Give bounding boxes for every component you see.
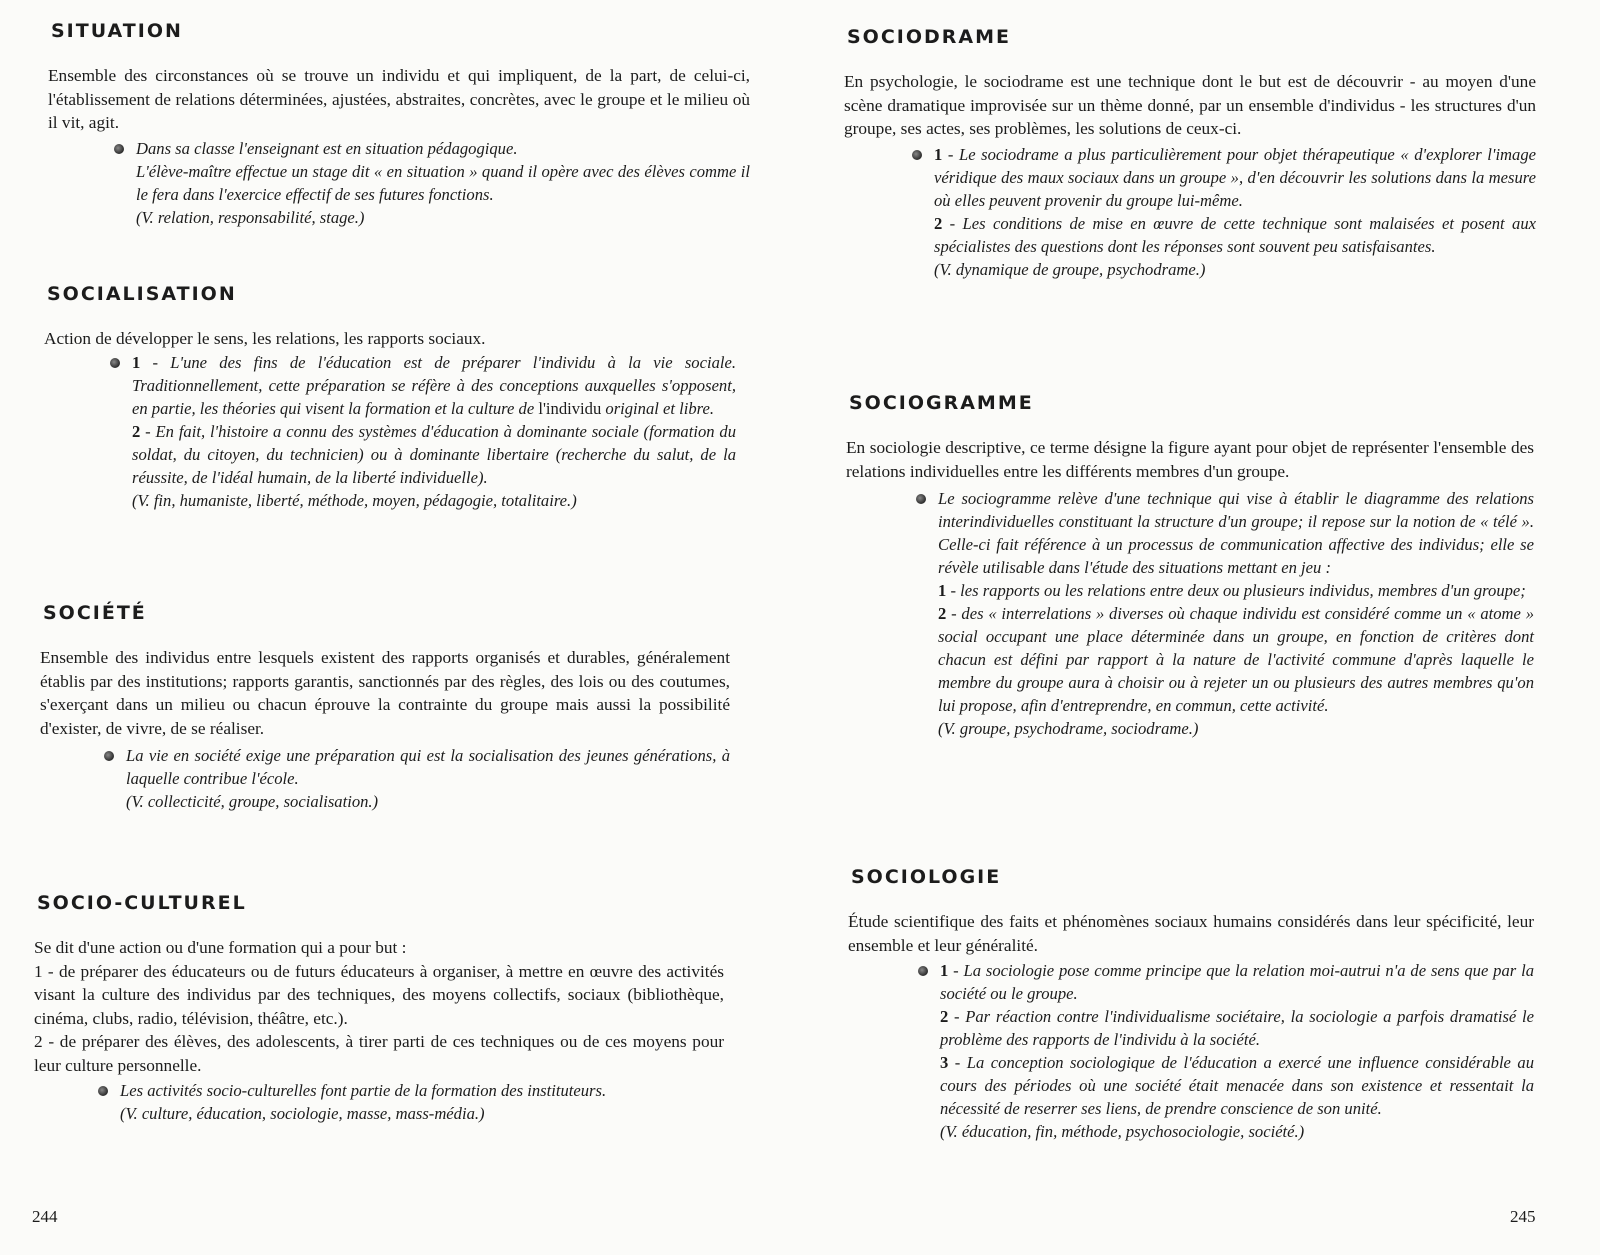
item-2: [940, 1005, 1534, 1051]
item-1: [938, 579, 1534, 602]
definition: Action de développer le sens, les relations, les rapports sociaux.: [44, 329, 486, 348]
item-1: [934, 143, 1536, 212]
item-text: original et libre.: [601, 398, 715, 418]
item-1: [940, 959, 1534, 1005]
entry-situation: [48, 20, 750, 229]
item-2: [934, 212, 1536, 258]
entry-socialisation: [44, 283, 736, 512]
item-text: - Le sociodrame a plus particulièrement pour objet thérapeutique « d'explorer l'image véridique des maux sociaux dans un groupe », d'en découvrir les solutions dans la mesure où elles peuvent provenir du groupe lui-même.: [934, 144, 1536, 210]
item-text: - Les conditions de mise en œuvre de cette technique sont malaisées et posent aux spécialistes des questions dont les réponses sont souvent peu satisfaisantes.: [934, 213, 1536, 256]
entry-sociologie: [848, 866, 1534, 1143]
item-number: 1: [934, 144, 943, 164]
example-text: La vie en société exige une préparation qui est la socialisation des jeunes générations, à laquelle contribue l'école.: [126, 746, 730, 788]
page-number: 245: [1510, 1207, 1536, 1226]
see-also: (V. collecticité, groupe, socialisation.): [126, 792, 379, 811]
item-number: 1: [938, 581, 947, 600]
entry-societe: [40, 602, 730, 813]
example-text: Dans sa classe l'enseignant est en situation pédagogique. L'élève-maître effectue un stage dit « en situation » quand il opère avec des élèves comme il le fera dans l'exercice effectif de ses futures fonctions.: [136, 138, 750, 204]
definition: En psychologie, le sociodrame est une technique dont le but est de découvrir - au moyen d'une scène dramatique improvisée sur un thème donné, par un ensemble d'individus - les structures d'un groupe, ses actes, ses problèmes, les solutions de ceux-ci.: [844, 72, 1536, 138]
definition: Ensemble des individus entre lesquels existent des rapports organisés et durables, généralement établis par des institutions; rapports garantis, sanctionnés par des règles, des lois ou des coutumes, s'exerçant dans un milieu ou chacun éprouve la contrainte du groupe mais aussi la possibilité d'exister, de vivre, de se réaliser.: [40, 648, 730, 738]
definition: En sociologie descriptive, ce terme désigne la figure ayant pour objet de représenter l'ensemble des relations individuelles entre les différents membres d'un groupe.: [846, 438, 1534, 481]
item-text: - des « interrelations » diverses où chaque individu est considéré comme un « atome » social occupant une place déterminée dans un groupe, en fonction de critères dont chacun est défini par rapport à la nature de l'activité commune d'après laquelle le membre du groupe aura à choisir ou à rejeter un ou plusieurs des autres membres qu'on lui propose, afin d'entreprendre, en commun, cette activité.: [938, 604, 1534, 715]
item-text-upright: l'individu: [538, 398, 602, 418]
see-also: (V. groupe, psychodrame, sociodrame.): [938, 719, 1199, 738]
item-number: 3: [940, 1053, 949, 1072]
example-text: Le sociogramme relève d'une technique qui vise à établir le diagramme des relations interindividuelles constituant la structure d'un groupe; il repose sur la notion de « télé ». Celle-ci fait référence à un processus de communication affective des individus; elle se révèle utilisable dans l'étude des situations mettant en jeu :: [938, 489, 1534, 577]
bullet-icon: [912, 150, 922, 160]
item-3: [940, 1051, 1534, 1120]
bullet-icon: [98, 1086, 108, 1096]
headword: SOCIÉTÉ: [43, 602, 147, 624]
definition: Ensemble des circonstances où se trouve un individu et qui impliquent, de la part, de celui-ci, l'établissement de relations déterminées, ajustées, abstraites, concrètes, avec le groupe et le milieu où il vit, agit.: [48, 66, 750, 132]
page-number: 244: [32, 1207, 58, 1226]
entry-sociodrame: [844, 26, 1536, 281]
item-text: - La sociologie pose comme principe que la relation moi-autrui n'a de sens que par la société ou le groupe.: [940, 961, 1534, 1003]
entry-sociogramme: [846, 392, 1534, 740]
bullet-icon: [110, 358, 120, 368]
item-number: 2: [940, 1007, 949, 1026]
item-2: [938, 602, 1534, 717]
headword: SOCIOGRAMME: [849, 392, 1034, 414]
see-also: (V. fin, humaniste, liberté, méthode, moyen, pédagogie, totalitaire.): [132, 490, 577, 510]
item-number: 2: [938, 604, 947, 623]
item-text: - La conception sociologique de l'éducation a exercé une influence considérable au cours des périodes où une société était menacée dans son existence et ressentait la nécessité de reserrer ses liens, de prendre conscience de son unité.: [940, 1053, 1534, 1118]
see-also: (V. éducation, fin, méthode, psychosociologie, société.): [940, 1122, 1305, 1141]
definition: Se dit d'une action ou d'une formation qui a pour but : 1 - de préparer des éducateurs ou de futurs éducateurs à organiser, à mettre en œuvre des activités visant la culture des individus par des techniques, des moyens collectifs, sociaux (bibliothèque, cinéma, clubs, radio, télévision, théâtre, etc.). 2 - de préparer des élèves, des adolescents, à tirer parti de ces techniques ou de ces moyens pour leur culture personnelle.: [34, 938, 724, 1075]
definition: Étude scientifique des faits et phénomènes sociaux humains considérés dans leur spécificité, leur ensemble et leur généralité.: [848, 912, 1534, 955]
see-also: (V. culture, éducation, sociologie, masse, mass-média.): [120, 1104, 485, 1123]
item-number: 1: [132, 352, 141, 372]
headword: SOCIOLOGIE: [851, 866, 1002, 888]
headword: SOCIODRAME: [847, 26, 1011, 48]
item-1: [132, 351, 736, 420]
item-2: [132, 420, 736, 489]
see-also: (V. dynamique de groupe, psychodrame.): [934, 259, 1206, 279]
bullet-icon: [916, 494, 926, 504]
item-number: 2: [132, 421, 141, 441]
item-number: 1: [940, 961, 949, 980]
example-text: Les activités socio-culturelles font partie de la formation des instituteurs.: [120, 1081, 607, 1100]
see-also: (V. relation, responsabilité, stage.): [136, 207, 365, 227]
headword: SOCIO-CULTUREL: [37, 892, 247, 914]
item-text: - Par réaction contre l'individualisme sociétaire, la sociologie a parfois dramatisé le problème des rapports de l'individu à la société.: [940, 1007, 1534, 1049]
right-page: [800, 0, 1600, 1255]
entry-socio-culturel: [34, 892, 724, 1125]
item-text: - En fait, l'histoire a connu des systèmes d'éducation à dominante sociale (formation du soldat, du citoyen, du technicien) ou à dominante libertaire (recherche du salut, de la réussite, de l'idéal humain, de la liberté individuelle).: [132, 421, 736, 487]
headword: SITUATION: [51, 20, 183, 42]
bullet-icon: [104, 751, 114, 761]
item-number: 2: [934, 213, 943, 233]
headword: SOCIALISATION: [47, 283, 237, 305]
bullet-icon: [918, 966, 928, 976]
item-text: - L'une des fins de l'éducation est de préparer l'individu à la vie sociale. Traditionnellement, cette préparation se réfère à des conceptions auxquelles s'opposent, en partie, les théories qui visent la formation et la culture de: [132, 352, 736, 418]
bullet-icon: [114, 144, 124, 154]
item-text: - les rapports ou les relations entre deux ou plusieurs individus, membres d'un groupe;: [946, 581, 1526, 600]
